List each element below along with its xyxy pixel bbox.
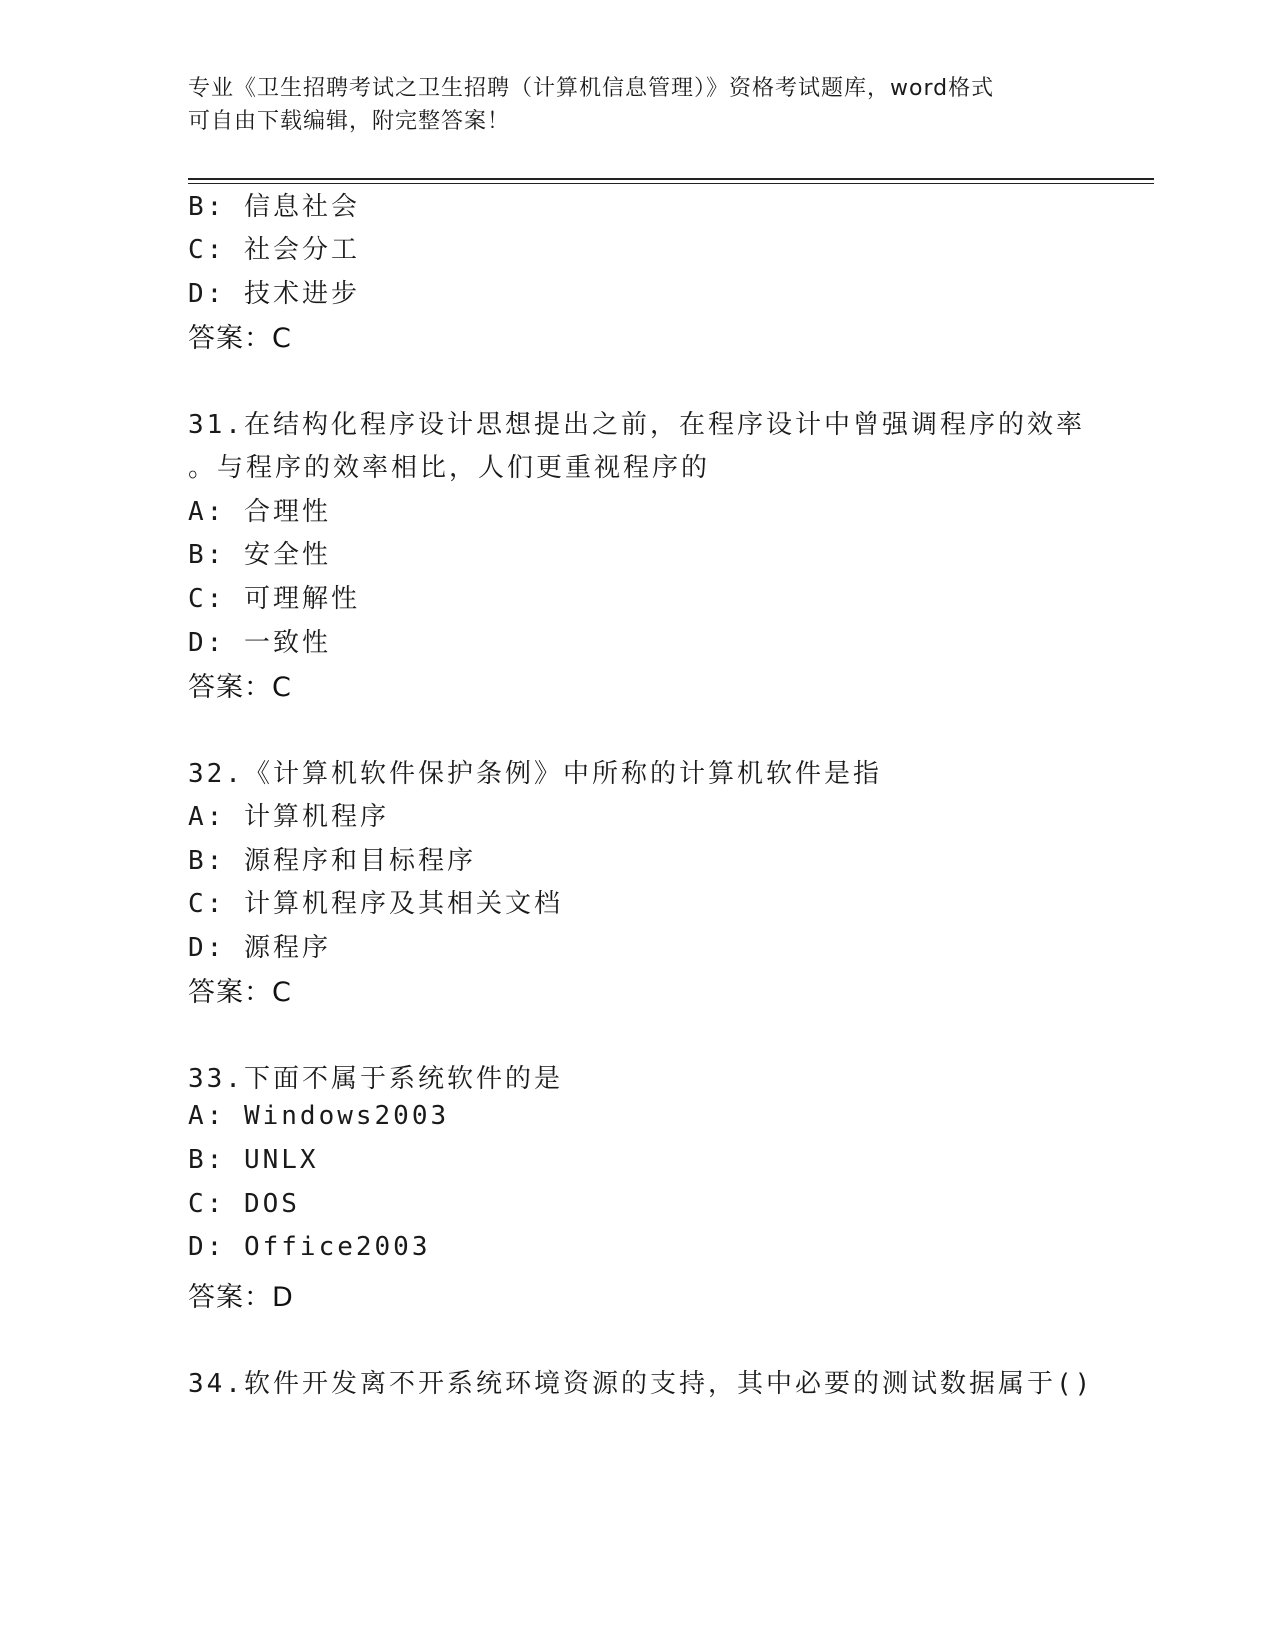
question-32-option-b: B: 源程序和目标程序: [188, 846, 476, 876]
option-c: C: 社会分工: [188, 235, 360, 265]
question-33-text: 33.下面不属于系统软件的是: [188, 1064, 563, 1094]
document-header: [188, 72, 1068, 138]
option-d: D: 技术进步: [188, 279, 360, 309]
question-33-answer: 答案：D: [188, 1282, 294, 1313]
question-33-option-b: B: UNLX: [188, 1145, 319, 1175]
question-31-option-b: B: 安全性: [188, 540, 331, 570]
question-32-option-c: C: 计算机程序及其相关文档: [188, 889, 563, 919]
question-31-option-d: D: 一致性: [188, 628, 331, 658]
question-34-text: 34.软件开发离不开系统环境资源的支持，其中必要的测试数据属于(): [188, 1369, 1094, 1399]
answer: 答案：C: [188, 323, 292, 354]
question-33-option-a: A: Windows2003: [188, 1101, 450, 1131]
header-line-1: 专业《卫生招聘考试之卫生招聘（计算机信息管理）》资格考试题库，word格式: [188, 76, 995, 101]
question-33-option-c: C: DOS: [188, 1189, 300, 1219]
question-31-text: 31.在结构化程序设计思想提出之前，在程序设计中曾强调程序的效率: [188, 410, 1085, 440]
question-31-option-a: A: 合理性: [188, 497, 331, 527]
question-32-option-a: A: 计算机程序: [188, 802, 389, 832]
question-33-option-d: D: Office2003: [188, 1232, 431, 1262]
question-31-answer: 答案：C: [188, 672, 292, 703]
question-31-text-continued: 。与程序的效率相比，人们更重视程序的: [188, 453, 711, 483]
header-divider-thick: [188, 178, 1154, 180]
header-line-2: 可自由下载编辑，附完整答案！: [188, 109, 511, 134]
question-32-answer: 答案：C: [188, 977, 292, 1008]
header-divider-thin: [188, 183, 1154, 184]
question-32-option-d: D: 源程序: [188, 933, 331, 963]
option-b: B: 信息社会: [188, 192, 360, 222]
question-31-option-c: C: 可理解性: [188, 584, 360, 614]
question-32-text: 32.《计算机软件保护条例》中所称的计算机软件是指: [188, 759, 882, 789]
